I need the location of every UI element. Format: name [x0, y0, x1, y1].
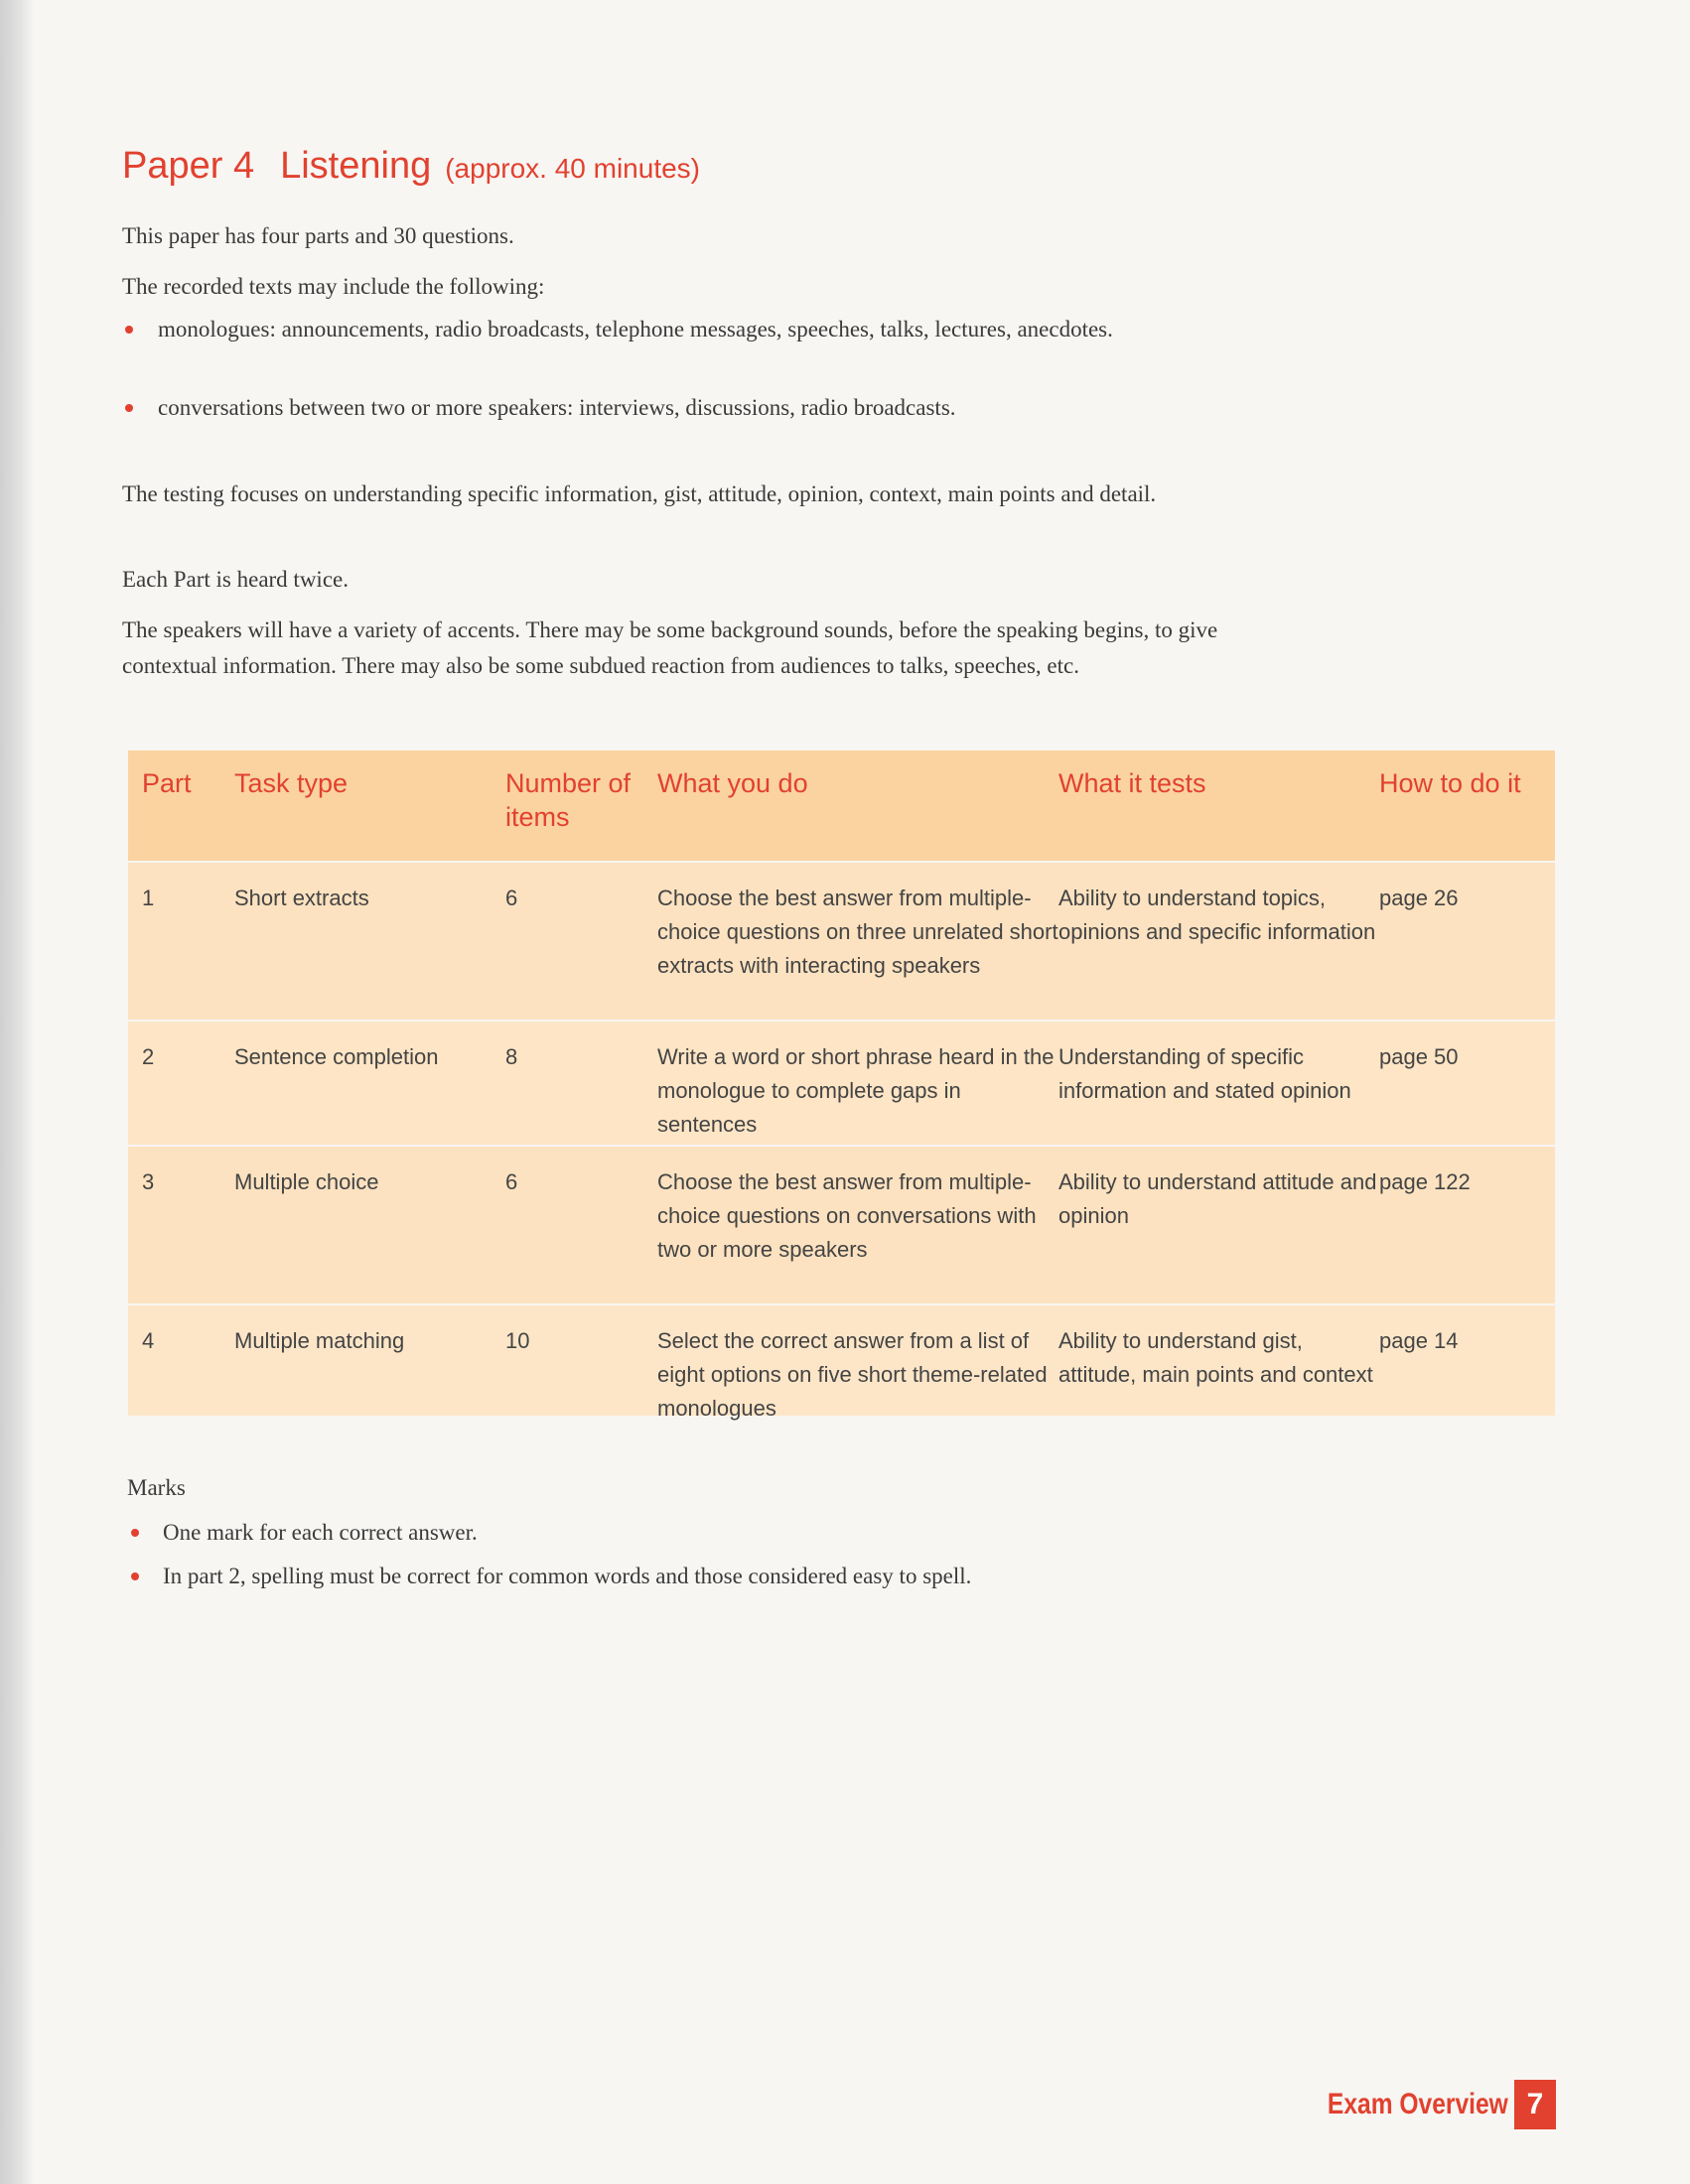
testing-focus: The testing focuses on understanding specific information, gist, attitude, opinion, context, main points and detail.	[122, 481, 1157, 506]
list-item	[127, 1515, 1215, 1551]
row-divider	[128, 861, 1555, 863]
header-part: Part	[142, 768, 192, 798]
cell-number-of-items: 10	[505, 1328, 530, 1353]
bullet-icon	[125, 404, 133, 412]
page-footer	[1288, 2080, 1556, 2129]
cell-how-to-do-it: page 50	[1379, 1044, 1459, 1069]
task-table	[128, 751, 1555, 1421]
list-item	[127, 1559, 1215, 1594]
bullet-icon	[125, 326, 133, 334]
bullet-icon	[131, 1572, 139, 1580]
cell-what-you-do: Choose the best answer from multiple-choice questions on three unrelated short extracts with interacting speakers	[657, 886, 1058, 978]
cell-what-it-tests: Ability to understand gist, attitude, main points and context	[1058, 1328, 1373, 1387]
list-item	[122, 390, 1230, 426]
paper-number: Paper 4	[122, 145, 255, 187]
paper-duration: (approx. 40 minutes)	[445, 153, 701, 184]
header-what-it-tests: What it tests	[1058, 768, 1206, 798]
row-divider	[128, 1303, 1555, 1305]
cell-part: 2	[142, 1044, 155, 1069]
page-number: 7	[1514, 2080, 1556, 2129]
cell-how-to-do-it: page 14	[1379, 1328, 1459, 1353]
intro-recorded-texts: The recorded texts may include the following:	[122, 274, 545, 299]
intro-parts: This paper has four parts and 30 questions.	[122, 223, 514, 248]
cell-number-of-items: 6	[505, 886, 518, 910]
cell-what-you-do: Select the correct answer from a list of eight options on five short theme-related monologues	[657, 1328, 1048, 1421]
cell-task-type: Multiple choice	[234, 1169, 379, 1194]
row-divider	[128, 1020, 1555, 1022]
cell-number-of-items: 6	[505, 1169, 518, 1194]
bullet-icon	[131, 1529, 139, 1537]
page-binding-shadow	[0, 0, 34, 2184]
cell-number-of-items: 8	[505, 1044, 518, 1069]
accents-note: The speakers will have a variety of accents. There may be some background sounds, before the speaking begins, to give contextual information. There may also be some subdued reaction from audiences to talks, speeches, etc.	[122, 617, 1218, 678]
paper-name: Listening	[280, 145, 432, 187]
table-row	[128, 1146, 1555, 1304]
header-number-of-items: Number of items	[505, 768, 632, 832]
table-row	[128, 862, 1555, 1021]
heard-twice-note: Each Part is heard twice.	[122, 567, 349, 592]
row-divider	[128, 1145, 1555, 1147]
table-row	[128, 1304, 1555, 1421]
marks-heading: Marks	[127, 1475, 186, 1500]
cell-what-you-do: Write a word or short phrase heard in the monologue to complete gaps in sentences	[657, 1044, 1055, 1137]
cell-part: 4	[142, 1328, 155, 1353]
cell-what-it-tests: Understanding of specific information and stated opinion	[1058, 1044, 1351, 1103]
table-header-row	[128, 751, 1555, 862]
cell-task-type: Short extracts	[234, 886, 369, 910]
header-how-to-do-it: How to do it	[1379, 768, 1521, 798]
section-label: Exam Overview	[1328, 2088, 1508, 2120]
cell-what-it-tests: Ability to understand attitude and opinion	[1058, 1169, 1377, 1228]
list-item-text: monologues: announcements, radio broadcasts, telephone messages, speeches, talks, lectures, anecdotes.	[158, 317, 1113, 341]
cell-what-it-tests: Ability to understand topics, opinions and specific information	[1058, 886, 1376, 944]
list-item-text: In part 2, spelling must be correct for common words and those considered easy to spell.	[163, 1564, 972, 1588]
table-row	[128, 1021, 1555, 1146]
cell-part: 3	[142, 1169, 155, 1194]
cell-task-type: Sentence completion	[234, 1044, 439, 1069]
cell-how-to-do-it: page 122	[1379, 1169, 1471, 1194]
page-title	[122, 145, 700, 188]
cell-task-type: Multiple matching	[234, 1328, 405, 1353]
header-task-type: Task type	[234, 768, 349, 798]
cell-what-you-do: Choose the best answer from multiple-choice questions on conversations with two or more speakers	[657, 1169, 1037, 1262]
list-item-text: conversations between two or more speakers: interviews, discussions, radio broadcasts.	[158, 395, 956, 420]
list-item-text: One mark for each correct answer.	[163, 1520, 478, 1545]
header-what-you-do: What you do	[657, 768, 808, 798]
list-item	[122, 312, 1230, 347]
cell-how-to-do-it: page 26	[1379, 886, 1459, 910]
cell-part: 1	[142, 886, 155, 910]
